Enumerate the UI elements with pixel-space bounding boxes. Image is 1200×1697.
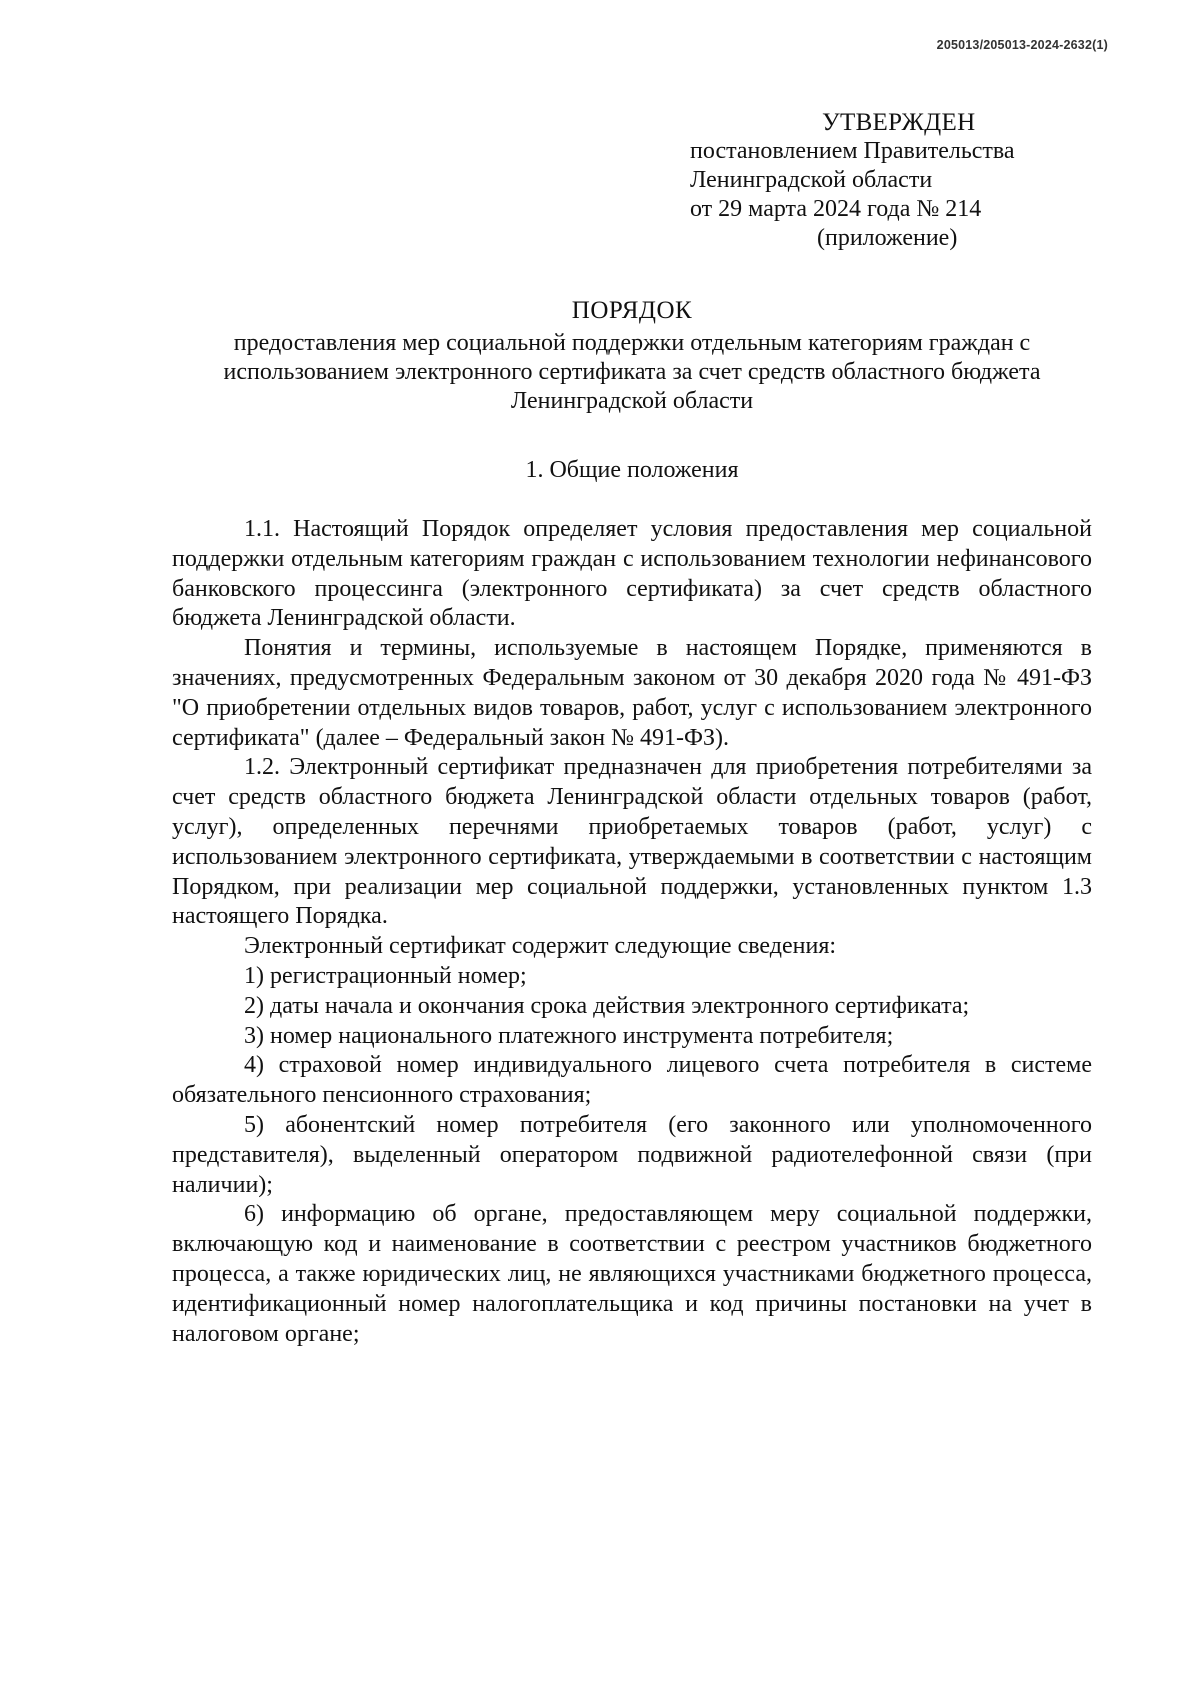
- approval-title: УТВЕРЖДЕН: [822, 109, 976, 136]
- approval-line-2: Ленинградской области: [690, 167, 933, 193]
- document-body: [172, 515, 1092, 1349]
- paragraph-1-1: 1.1. Настоящий Порядок определяет условия предоставления мер социальной поддержки отдельным категориям граждан с использованием технологии нефинансового банковского процессинга (электронного сертификата) за счет средств областного бюджета Ленинградской области.: [172, 516, 1092, 632]
- list-item-5: 5) абонентский номер потребителя (его законного или уполномоченного представителя), выделенный оператором подвижной радиотелефонной связи (при наличии);: [172, 1111, 1092, 1198]
- approval-stamp: [690, 108, 1110, 253]
- section-heading: 1. Общие положения: [525, 457, 739, 483]
- list-item-4: 4) страховой номер индивидуального лицевого счета потребителя в системе обязательного пенсионного страхования;: [172, 1052, 1092, 1109]
- list-item-6: 6) информацию об органе, предоставляющем меру социальной поддержки, включающую код и наименование в соответствии с реестром участников бюджетного процесса, а также юридических лиц, не являющихся участниками бюджетного процесса, идентификационный номер налогоплательщика и код причины постановки на учет в налоговом органе;: [172, 1201, 1092, 1347]
- paragraph-terms: Понятия и термины, используемые в настоящем Порядке, применяются в значениях, предусмотренных Федеральным законом от 30 декабря 2020 года № 491-ФЗ "О приобретении отдельных видов товаров, работ, услуг с использованием электронного сертификата" (далее – Федеральный закон № 491-ФЗ).: [172, 635, 1092, 751]
- document-id: 205013/205013-2024-2632(1): [936, 38, 1108, 52]
- list-item-1: 1) регистрационный номер;: [244, 962, 527, 989]
- approval-line-1: постановлением Правительства: [690, 138, 1015, 164]
- list-item-2: 2) даты начала и окончания срока действия электронного сертификата;: [244, 992, 970, 1019]
- document-title-block: [172, 296, 1092, 416]
- approval-appendix: (приложение): [817, 225, 958, 251]
- approval-line-3: от 29 марта 2024 года № 214: [690, 196, 982, 222]
- paragraph-cert-contents: Электронный сертификат содержит следующие сведения:: [244, 933, 837, 960]
- list-item-3: 3) номер национального платежного инструмента потребителя;: [244, 1022, 894, 1049]
- paragraph-1-2: 1.2. Электронный сертификат предназначен для приобретения потребителями за счет средств областного бюджета Ленинградской области отдельных товаров (работ, услуг), определенных перечнями приобретаемых товаров (работ, услуг) с использованием электронного сертификата, утверждаемыми в соответствии с настоящим Порядком, при реализации мер социальной поддержки, установленных пунктом 1.3 настоящего Порядка.: [172, 754, 1092, 930]
- document-subtitle: предоставления мер социальной поддержки отдельным категориям граждан с использованием электронного сертификата за счет средств областного бюджета Ленинградской области: [223, 330, 1041, 414]
- document-title: ПОРЯДОК: [571, 297, 693, 324]
